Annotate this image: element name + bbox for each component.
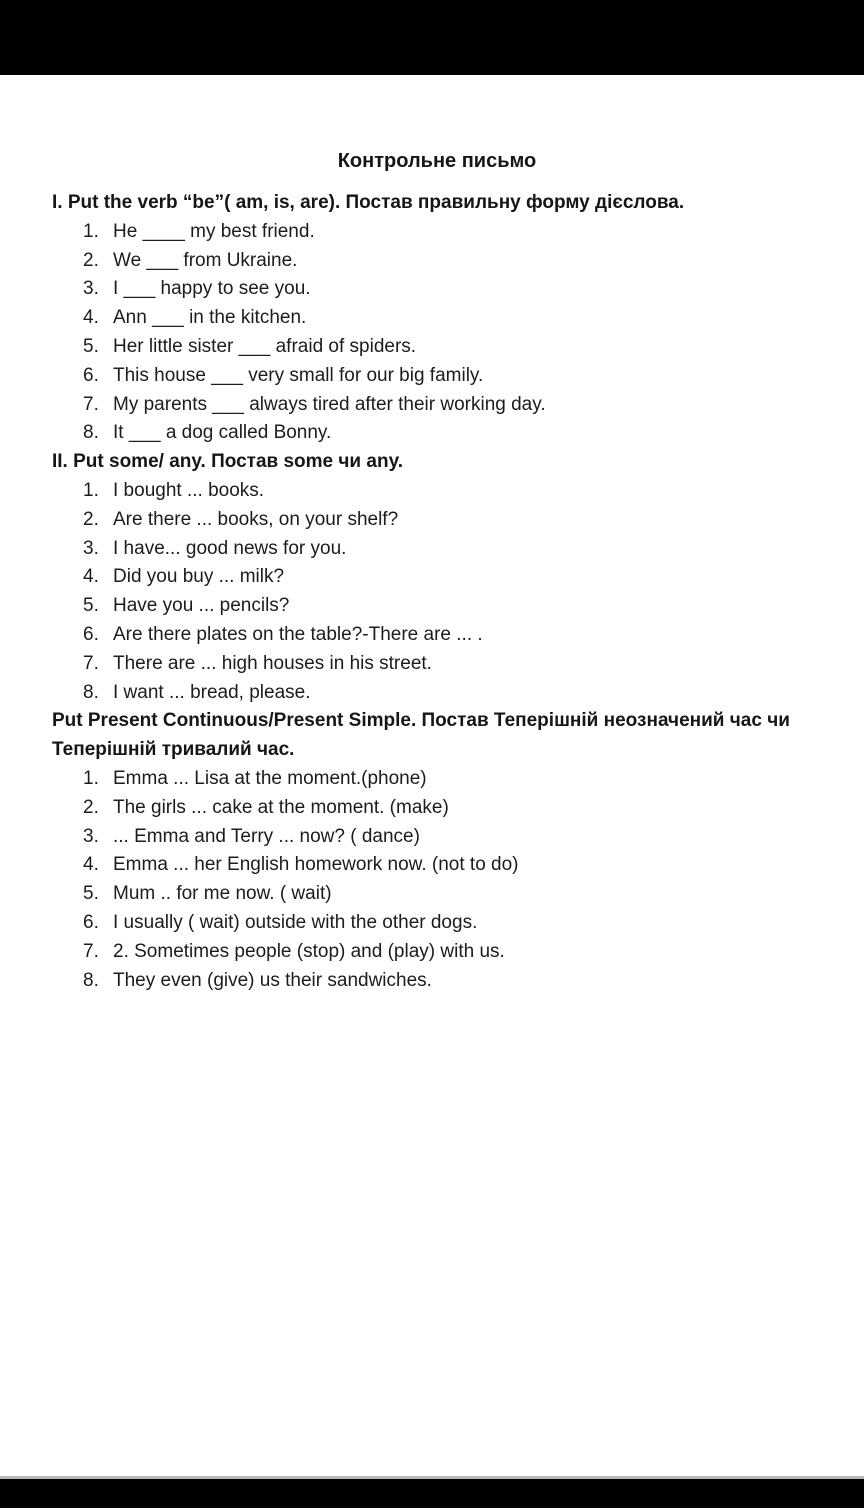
section-heading: I. Put the verb “be”( am, is, are). Постав правильну форму дієслова. [52, 192, 685, 213]
exercise-list [52, 477, 822, 707]
exercise-item [52, 967, 822, 996]
exercise-item [52, 563, 822, 592]
exercise-item [52, 621, 822, 650]
item-number: 4. [83, 307, 99, 329]
section-verb-be [52, 189, 822, 448]
item-text: ... Emma and Terry ... now? ( dance) [113, 825, 420, 847]
exercise-item [52, 247, 822, 276]
item-number: 5. [83, 595, 99, 617]
item-text: The girls ... cake at the moment. (make) [113, 796, 449, 818]
item-text: Are there plates on the table?-There are ... . [113, 623, 483, 645]
item-number: 1. [83, 767, 99, 789]
exercise-item [52, 823, 822, 852]
item-text: It ___ a dog called Bonny. [113, 422, 332, 444]
exercise-item [52, 765, 822, 794]
item-number: 5. [83, 883, 99, 905]
item-number: 3. [83, 537, 99, 559]
item-text: 2. Sometimes people (stop) and (play) with us. [113, 940, 505, 962]
item-number: 8. [83, 422, 99, 444]
item-text: Mum .. for me now. ( wait) [113, 883, 332, 905]
item-text: Emma ... her English homework now. (not to do) [113, 854, 519, 876]
exercise-item [52, 592, 822, 621]
exercise-list [52, 765, 822, 995]
item-number: 7. [83, 940, 99, 962]
exercise-item [52, 938, 822, 967]
bottom-letterbox-bar [0, 1479, 864, 1508]
item-text: I ___ happy to see you. [113, 278, 311, 300]
item-text: Ann ___ in the kitchen. [113, 307, 307, 329]
exercise-item [52, 477, 822, 506]
item-number: 2. [83, 249, 99, 271]
item-text: Did you buy ... milk? [113, 566, 285, 588]
item-number: 6. [83, 911, 99, 933]
exercise-item [52, 419, 822, 448]
item-number: 3. [83, 825, 99, 847]
item-text: We ___ from Ukraine. [113, 249, 298, 271]
item-number: 5. [83, 335, 99, 357]
exercise-item [52, 851, 822, 880]
item-text: He ____ my best friend. [113, 220, 315, 242]
item-number: 1. [83, 220, 99, 242]
exercise-item [52, 909, 822, 938]
item-text: Her little sister ___ afraid of spiders. [113, 335, 417, 357]
item-number: 8. [83, 681, 99, 703]
exercise-item [52, 880, 822, 909]
section-heading: Put Present Continuous/Present Simple. Постав Теперішній неозначений час чи Теперішній тривалий час. [52, 710, 790, 761]
item-number: 1. [83, 479, 99, 501]
exercise-item [52, 391, 822, 420]
item-text: I usually ( wait) outside with the other dogs. [113, 911, 478, 933]
item-text: Emma ... Lisa at the moment.(phone) [113, 767, 427, 789]
document-content [0, 75, 864, 995]
item-text: They even (give) us their sandwiches. [113, 969, 432, 991]
exercise-item [52, 650, 822, 679]
exercise-item [52, 506, 822, 535]
exercise-item [52, 333, 822, 362]
item-number: 4. [83, 854, 99, 876]
section-some-any [52, 448, 822, 707]
section-present-tenses [52, 707, 822, 995]
page-title: Контрольне письмо [337, 150, 537, 172]
item-text: I have... good news for you. [113, 537, 347, 559]
exercise-item [52, 794, 822, 823]
item-text: I bought ... books. [113, 479, 265, 501]
item-number: 2. [83, 508, 99, 530]
section-heading: II. Put some/ any. Постав some чи any. [52, 451, 403, 473]
item-text: This house ___ very small for our big family. [113, 364, 484, 386]
exercise-item [52, 304, 822, 333]
exercise-item [52, 535, 822, 564]
item-text: I want ... bread, please. [113, 681, 311, 703]
exercise-item [52, 275, 822, 304]
item-number: 8. [83, 969, 99, 991]
exercise-item [52, 218, 822, 247]
item-number: 7. [83, 393, 99, 415]
item-text: There are ... high houses in his street. [113, 652, 432, 674]
exercise-item [52, 679, 822, 708]
top-letterbox-bar [0, 0, 864, 75]
item-number: 2. [83, 796, 99, 818]
document-page [0, 75, 864, 1479]
item-text: Have you ... pencils? [113, 595, 290, 617]
item-text: Are there ... books, on your shelf? [113, 508, 399, 530]
item-number: 7. [83, 652, 99, 674]
exercise-item [52, 362, 822, 391]
item-number: 6. [83, 623, 99, 645]
item-number: 3. [83, 278, 99, 300]
item-number: 4. [83, 566, 99, 588]
exercise-list [52, 218, 822, 448]
item-text: My parents ___ always tired after their working day. [113, 393, 546, 415]
item-number: 6. [83, 364, 99, 386]
